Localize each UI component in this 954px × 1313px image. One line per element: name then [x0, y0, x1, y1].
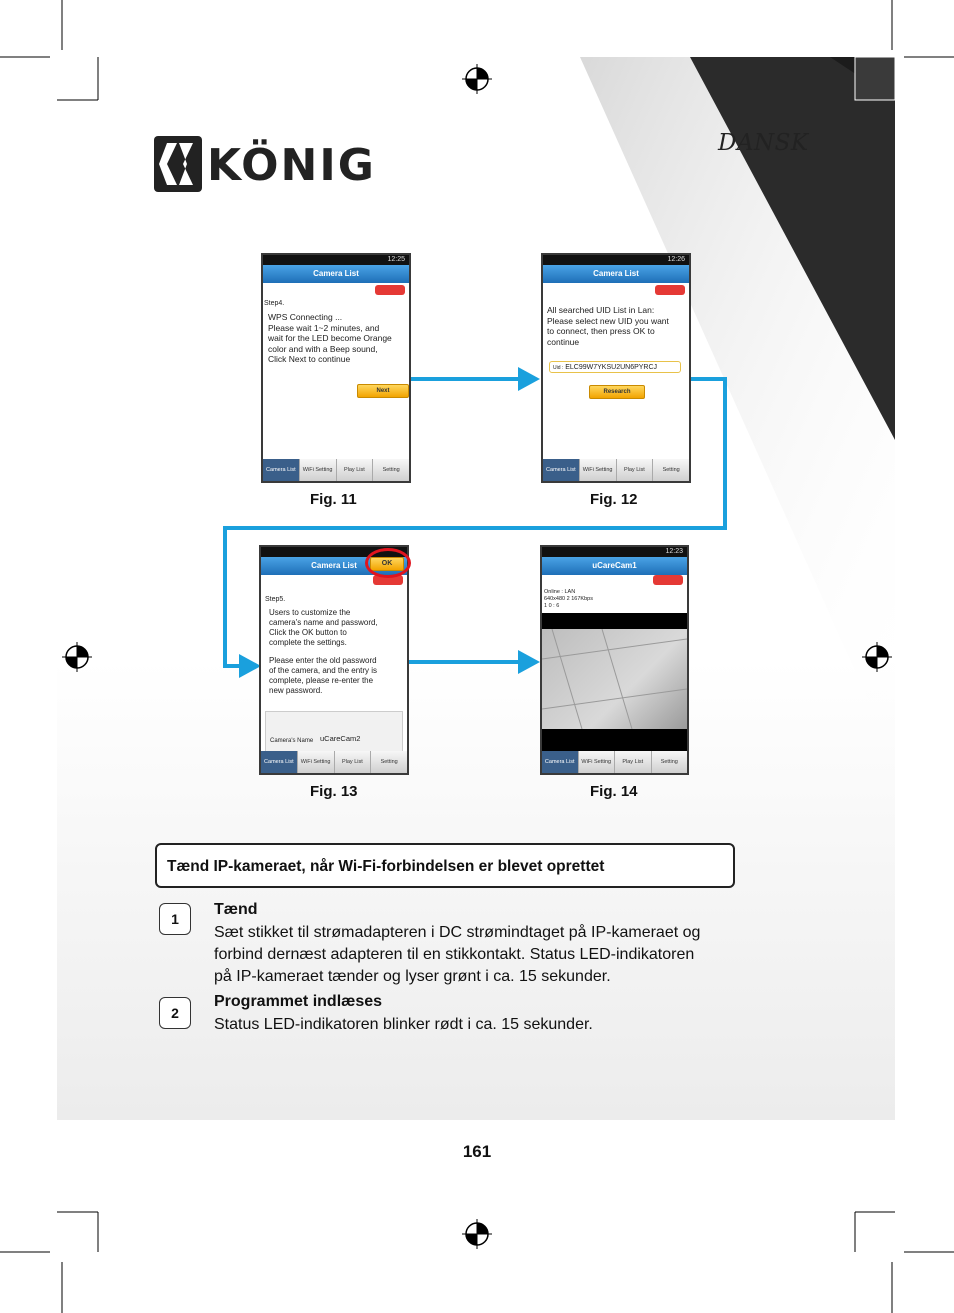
tab-bar: [543, 459, 689, 481]
connector-line: [723, 377, 727, 528]
tab-play-list[interactable]: Play List: [616, 459, 653, 481]
connector-line: [223, 526, 227, 668]
figure-caption: Fig. 12: [590, 491, 638, 508]
tab-setting[interactable]: Setting: [652, 459, 689, 481]
figure-caption: Fig. 14: [590, 783, 638, 800]
research-button[interactable]: Research: [589, 385, 645, 399]
step-label: Step4.: [264, 300, 285, 307]
connector-line: [690, 377, 727, 381]
step-description: [214, 1014, 744, 1036]
section-title: Tænd IP-kameraet, når Wi-Fi-forbindelsen er blevet oprettet: [167, 858, 605, 875]
uid-field[interactable]: [549, 361, 681, 373]
text-line: Users to customize the: [269, 608, 351, 617]
tab-bar: [261, 751, 407, 773]
step-number: 2: [159, 997, 191, 1029]
figure-caption: Fig. 11: [310, 491, 357, 508]
status-online: Online : LAN: [544, 589, 576, 595]
text-line: new password.: [269, 686, 323, 695]
text-line: Please wait 1~2 minutes, and: [268, 322, 380, 333]
page-number: 161: [462, 1142, 492, 1161]
text-line: continue: [547, 336, 580, 347]
step-heading: Tænd: [214, 901, 258, 918]
connector-line: [223, 526, 727, 530]
text-line: Click Next to continue: [268, 354, 351, 364]
bitrate: 167Kbps: [571, 596, 593, 602]
step-line: på IP-kameraet tænder og lyser grønt i ca. 15 sekunder.: [214, 968, 611, 985]
camera-name-value[interactable]: uCareCam2: [320, 734, 361, 743]
tab-camera-list[interactable]: Camera List: [543, 459, 579, 481]
tab-camera-list[interactable]: Camera List: [263, 459, 299, 481]
arrow-right-icon: [239, 654, 261, 678]
text-line: Click the OK button to: [269, 628, 347, 637]
value-b: 0 : 6: [548, 603, 560, 609]
step-line: Sæt stikket til strømadapteren i DC strømindtaget på IP-kameraet og: [214, 924, 701, 941]
status-time: 12:25: [263, 255, 409, 265]
text-line: Please enter the old password: [269, 656, 377, 665]
step-description: [214, 922, 744, 988]
screenshot-fig-14: [540, 545, 689, 775]
tab-camera-list[interactable]: Camera List: [261, 751, 297, 773]
app-title: Camera List: [543, 265, 689, 283]
arrow-right-icon: [518, 650, 540, 674]
resolution: 640x480: [544, 596, 566, 602]
step-number: 1: [159, 903, 191, 935]
text-line: All searched UID List in Lan:: [547, 305, 655, 315]
tab-play-list[interactable]: Play List: [334, 751, 371, 773]
screenshot-fig-13: [259, 545, 409, 775]
registration-mark-icon: [462, 64, 492, 94]
text-line: complete the settings.: [269, 638, 347, 647]
camera-name-panel: [265, 711, 403, 753]
tab-wifi-setting[interactable]: WiFi Setting: [579, 459, 616, 481]
tab-setting[interactable]: Setting: [651, 751, 688, 773]
tab-wifi-setting[interactable]: WiFi Setting: [297, 751, 334, 773]
camera-video-feed: [542, 629, 687, 729]
highlight-ring: [365, 548, 411, 578]
step-line: forbind dernæst adapteren til en stikkontakt. Status LED-indikatoren: [214, 946, 695, 963]
text-line: of the camera, and the entry is: [269, 666, 378, 675]
app-title: Camera List: [263, 265, 409, 283]
step-line: Status LED-indikatoren blinker rødt i ca. 15 sekunder.: [214, 1016, 593, 1033]
text-line: WPS Connecting ...: [268, 312, 343, 322]
fps: 2: [566, 596, 570, 602]
step-label: Step5.: [265, 596, 286, 603]
text-line: to connect, then press OK to: [547, 326, 655, 336]
tab-bar: [263, 459, 409, 481]
text-line: Please select new UID you want: [547, 315, 669, 326]
tab-setting[interactable]: Setting: [370, 751, 407, 773]
figure-caption: Fig. 13: [310, 783, 358, 800]
screenshot-fig-11: [261, 253, 411, 483]
camera-name-label: Camera's Name: [270, 738, 314, 744]
tab-play-list[interactable]: Play List: [336, 459, 373, 481]
video-gridlines: [542, 629, 687, 729]
registration-mark-icon: [462, 1219, 492, 1249]
status-stream: [544, 596, 593, 603]
app-title: Camera List: [261, 557, 407, 575]
next-button[interactable]: Next: [357, 384, 409, 398]
tab-play-list[interactable]: Play List: [614, 751, 651, 773]
language-label: DANSK: [718, 130, 809, 156]
step-heading: Programmet indlæses: [214, 993, 383, 1010]
tab-bar: [542, 751, 687, 773]
text-line: camera's name and password,: [269, 618, 378, 627]
section-heading-box: [155, 843, 735, 888]
tab-camera-list[interactable]: Camera List: [542, 751, 578, 773]
registration-mark-icon: [62, 642, 92, 672]
status-time: 12:26: [543, 255, 689, 265]
status-time: 12:23: [542, 547, 687, 557]
text-line: wait for the LED become Orange: [268, 333, 392, 343]
arrow-right-icon: [518, 367, 540, 391]
ok-button[interactable]: OK: [370, 557, 404, 571]
status-extra: [544, 603, 593, 610]
connector-line: [410, 377, 522, 381]
value-a: 1: [544, 603, 548, 609]
tab-setting[interactable]: Setting: [372, 459, 409, 481]
uid-label: Uid :: [553, 365, 564, 371]
app-title: uCareCam1: [542, 557, 687, 575]
uid-value: ELC99W7YKSU2UN6PYRCJ: [565, 364, 658, 371]
registration-mark-icon: [862, 642, 892, 672]
brand-name: KÖNIG: [207, 140, 376, 191]
text-line: complete, please re-enter the: [269, 676, 374, 685]
text-line: color and with a Beep sound,: [268, 343, 378, 354]
konig-logo-icon: [153, 135, 203, 193]
tab-wifi-setting[interactable]: WiFi Setting: [578, 751, 615, 773]
connector-line: [408, 660, 522, 664]
tab-wifi-setting[interactable]: WiFi Setting: [299, 459, 336, 481]
screenshot-fig-12: [541, 253, 691, 483]
